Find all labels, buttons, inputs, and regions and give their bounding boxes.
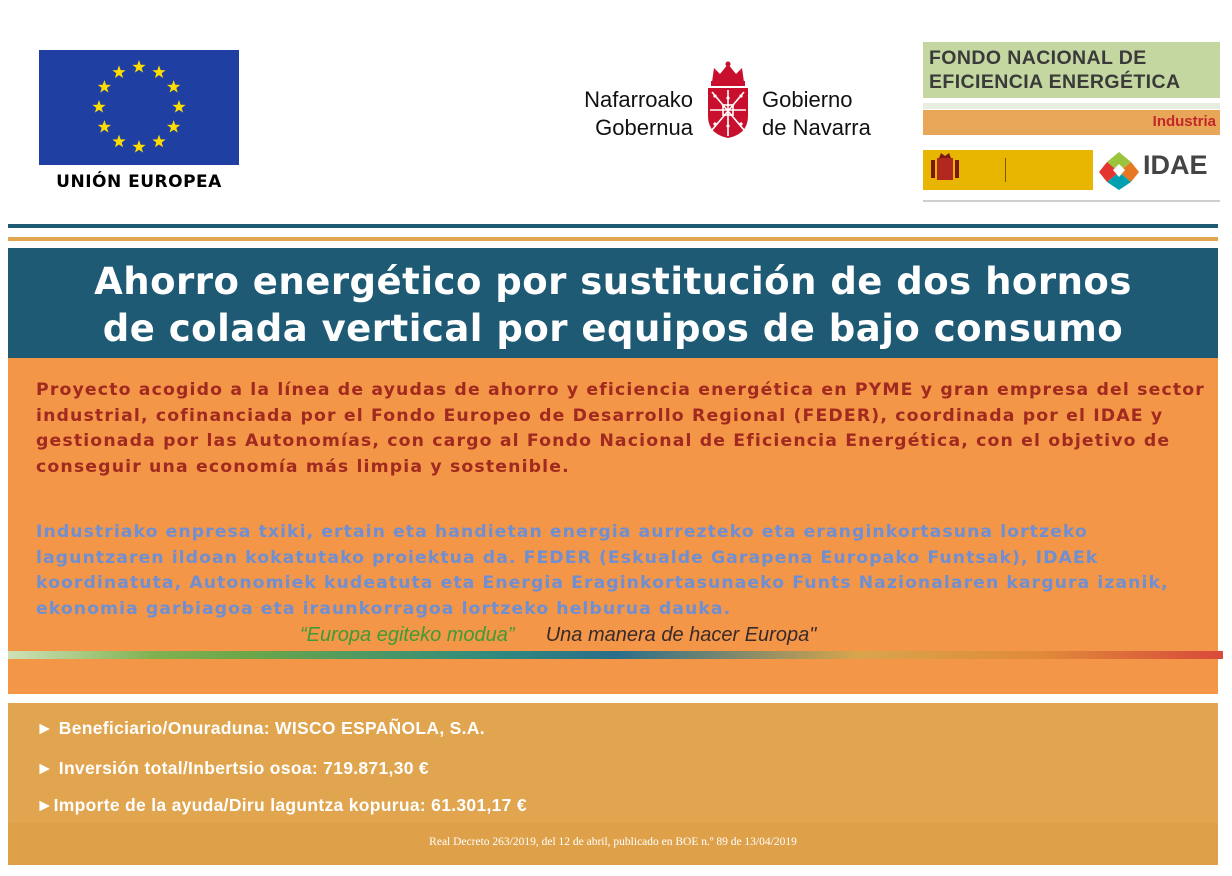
eu-star-icon [98, 120, 111, 133]
fondo-sector-label: Industria [1152, 113, 1216, 130]
fondo-bottom-rule [923, 200, 1220, 202]
eu-star-icon [172, 100, 185, 113]
legal-reference: Real Decreto 263/2019, del 12 de abril, publicado en BOE n.º 89 de 13/04/2019 [429, 836, 797, 848]
eu-star-icon [152, 65, 165, 78]
fondo-title-line2: EFICIENCIA ENERGÉTICA [929, 71, 1181, 93]
spain-coat-of-arms-icon [927, 150, 963, 190]
idae-logo-icon [1097, 150, 1141, 192]
eu-star-icon [132, 140, 145, 153]
eu-star-icon [152, 135, 165, 148]
eu-star-icon [112, 65, 125, 78]
feder-motto [300, 624, 816, 647]
motto-spanish: Una manera de hacer Europa [545, 624, 810, 646]
description-spanish: Proyecto acogido a la línea de ayudas de ahorro y eficiencia energética en PYME y gran empresa del sector industrial, cofinanciada por el Fondo Europeo de Desarrollo Regional (FEDER), coordinada por el IDAE y gestionada por las Autonomías, con cargo al Fondo Nacional de Eficiencia Energética, con el objetivo de conseguir una economía más limpia y sostenible. [36, 380, 1205, 477]
eu-stars-icon [39, 50, 239, 165]
eu-star-icon [112, 135, 125, 148]
eu-star-icon [167, 80, 180, 93]
navarra-basque-line2: Gobernua [595, 115, 693, 140]
spanish-government-logo [923, 150, 1093, 190]
navarra-spanish-line1: Gobierno [762, 87, 853, 112]
investment-line: ► Inversión total/Inbertsio osoa: 719.871,30 € [36, 758, 429, 778]
description-basque: Industriako enpresa txiki, ertain eta handietan energia aurrezteko eta eranginkortasuna lortzeko laguntzaren ildoan kokatutako proiektua da. FEDER (Eskualde Garapena Europako Funtsak), IDAEk koordinatuta, Autonomiek kudeatuta eta Energia Eraginkortasunaeko Funts Nazionalaren kargura izanik, ekonomia garbiagoa eta iraunkorragoa lortzeko helburua dauka. [36, 522, 1169, 619]
eu-flag-logo [39, 50, 239, 165]
aid-amount-line: ►Importe de la ayuda/Diru laguntza kopurua: 61.301,17 € [36, 795, 527, 815]
beneficiary-line: ► Beneficiario/Onuraduna: WISCO ESPAÑOLA, S.A. [36, 718, 485, 738]
navarra-spanish-line2: de Navarra [762, 115, 871, 140]
project-title [8, 258, 1218, 352]
top-rule-gold [8, 237, 1218, 241]
fondo-sector-band [923, 110, 1220, 135]
eu-star-icon [167, 120, 180, 133]
navarra-shield-icon [700, 60, 756, 140]
eu-star-icon [92, 100, 105, 113]
motto-basque: “Europa egiteko modua” [300, 624, 515, 646]
navarra-spanish-name [762, 86, 912, 142]
fondo-title-line1: FONDO NACIONAL DE [929, 47, 1147, 69]
navarra-basque-line1: Nafarroako [584, 87, 693, 112]
fondo-divider [923, 103, 1220, 109]
color-gradient-bar [8, 651, 1223, 659]
eu-star-icon [132, 60, 145, 73]
fondo-nacional-title [923, 42, 1220, 98]
navarra-basque-name [548, 86, 693, 142]
idae-wordmark: IDAE [1143, 150, 1208, 180]
eu-label: UNIÓN EUROPEA [56, 172, 222, 192]
motto-closing-quote: " [809, 624, 817, 646]
top-rule-teal [8, 224, 1218, 228]
project-title-line1: Ahorro energético por sustitución de dos hornos [94, 260, 1132, 303]
project-title-line2: de colada vertical por equipos de bajo consumo [102, 307, 1124, 350]
eu-star-icon [98, 80, 111, 93]
